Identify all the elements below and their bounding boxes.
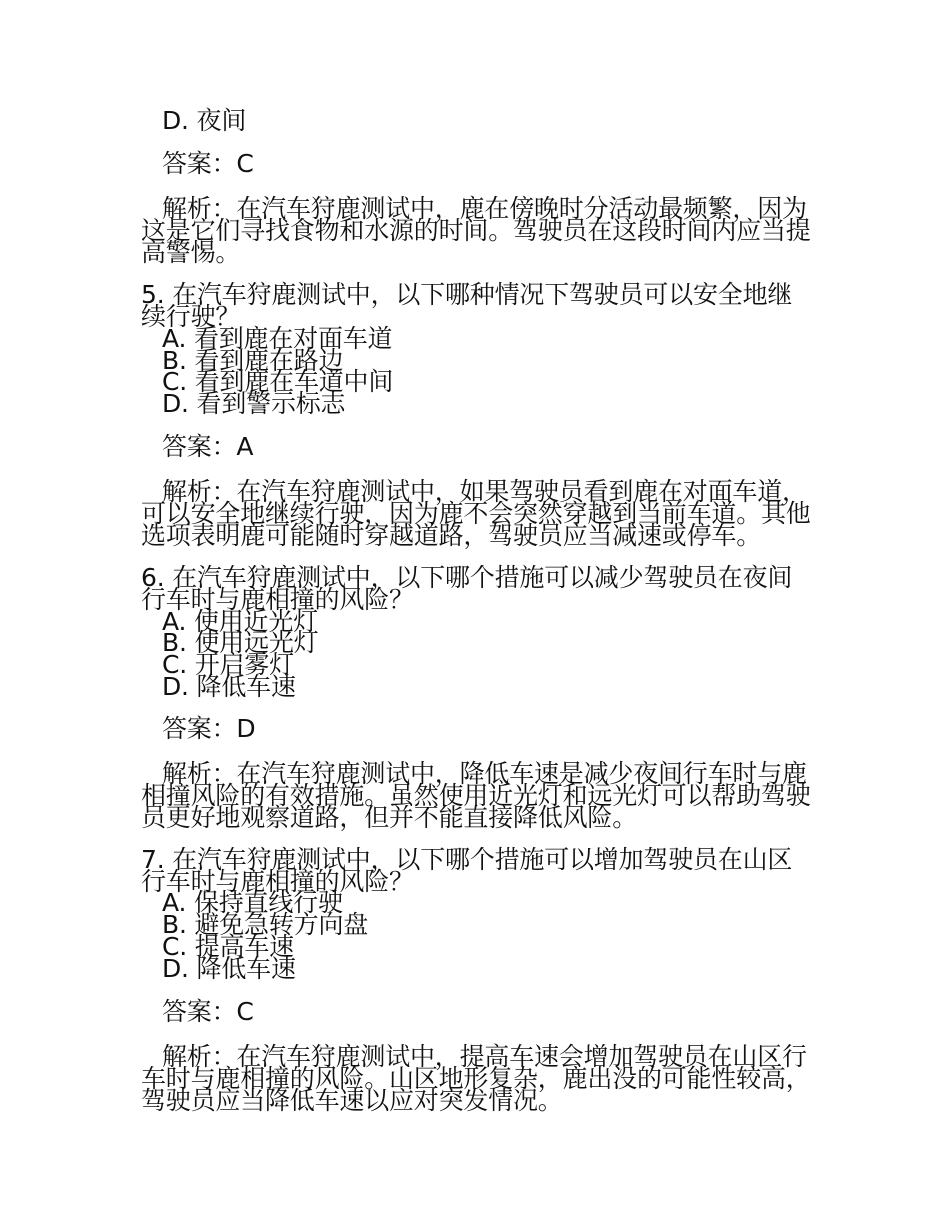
question-5-option-c: C. 看到鹿在车道中间	[162, 367, 394, 396]
question-7-option-a: A. 保持直线行驶	[162, 888, 343, 917]
question-7-analysis-line3: 驾驶员应当降低车速以应对突发情况。	[141, 1086, 563, 1115]
question-6-option-c: C. 开启雾灯	[162, 650, 294, 679]
option-d-q4: D. 夜间	[162, 106, 247, 135]
question-7-option-c: C. 提高车速	[162, 932, 294, 961]
question-6-option-b: B. 使用远光灯	[162, 628, 319, 657]
analysis-q4-line1: 解析：在汽车狩鹿测试中，鹿在傍晚时分活动最频繁，因为	[162, 194, 807, 223]
question-7-analysis-line2: 车时与鹿相撞的风险。山区地形复杂，鹿出没的可能性较高，	[141, 1064, 811, 1093]
question-6-answer: 答案：D	[162, 714, 256, 743]
question-7-option-d: D. 降低车速	[162, 954, 296, 983]
question-5-option-d: D. 看到警示标志	[162, 389, 346, 418]
answer-q4: 答案：C	[162, 149, 254, 178]
question-7-stem-line2: 行车时与鹿相撞的风险？	[141, 867, 414, 896]
analysis-q4-line2: 这是它们寻找食物和水源的时间。驾驶员在这段时间内应当提	[141, 216, 811, 245]
question-5-analysis-line1: 解析：在汽车狩鹿测试中，如果驾驶员看到鹿在对面车道，	[162, 477, 807, 506]
question-7-analysis-line1: 解析：在汽车狩鹿测试中，提高车速会增加驾驶员在山区行	[162, 1042, 807, 1071]
question-6-analysis-line1: 解析：在汽车狩鹿测试中，降低车速是减少夜间行车时与鹿	[162, 759, 807, 788]
question-7-stem-line1: 7. 在汽车狩鹿测试中，以下哪个措施可以增加驾驶员在山区	[141, 845, 793, 874]
question-5-analysis-line2: 可以安全地继续行驶，因为鹿不会突然穿越到当前车道。其他	[141, 499, 811, 528]
question-6-analysis-line2: 相撞风险的有效措施。虽然使用近光灯和远光灯可以帮助驾驶	[141, 781, 811, 810]
question-6-option-d: D. 降低车速	[162, 672, 296, 701]
question-5-answer: 答案：A	[162, 432, 254, 461]
question-5-option-b: B. 看到鹿在路边	[162, 346, 344, 375]
question-6-stem-line1: 6. 在汽车狩鹿测试中，以下哪个措施可以减少驾驶员在夜间	[141, 563, 793, 592]
question-5-analysis-line3: 选项表明鹿可能随时穿越道路，驾驶员应当减速或停车。	[141, 521, 762, 550]
question-5-stem-line2: 续行驶？	[141, 302, 241, 331]
analysis-q4-line3: 高警惕。	[141, 238, 241, 267]
question-6-analysis-line3: 员更好地观察道路，但并不能直接降低风险。	[141, 803, 638, 832]
question-5-stem-line1: 5. 在汽车狩鹿测试中，以下哪种情况下驾驶员可以安全地继	[141, 280, 793, 309]
question-7-option-b: B. 避免急转方向盘	[162, 910, 369, 939]
question-6-option-a: A. 使用近光灯	[162, 607, 318, 636]
question-6-stem-line2: 行车时与鹿相撞的风险？	[141, 585, 414, 614]
question-5-option-a: A. 看到鹿在对面车道	[162, 324, 393, 353]
question-7-answer: 答案：C	[162, 997, 254, 1026]
